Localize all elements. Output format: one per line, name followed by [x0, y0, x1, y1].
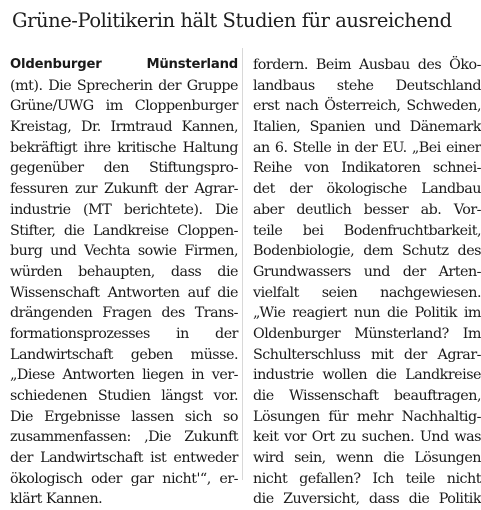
article-column-right — [253, 55, 481, 510]
text-line: Oldenburger Münsterland? Im — [253, 325, 481, 342]
article-column-left — [10, 55, 238, 510]
text-line: wird sein, wenn die Lösungen — [253, 450, 481, 467]
text-line: drängenden Fragen des Trans- — [10, 305, 238, 322]
text-line: (mt). Die Sprecherin der Gruppe — [10, 77, 238, 94]
text-line: industrie (MT berichtete). Die — [10, 201, 238, 218]
text-line: schiedenen Studien längst vor. — [10, 388, 238, 404]
text-line: aber deutlich besser ab. Vor- — [253, 201, 481, 218]
text-line: Kreistag, Dr. Irmtraud Kannen, — [10, 119, 238, 136]
dateline: Oldenburger Münsterland — [10, 57, 238, 72]
text-line: fessuren zur Zukunft der Agrar- — [10, 181, 238, 198]
text-line: bekräftigt ihre kritische Haltung — [10, 139, 238, 156]
text-line: „Diese Antworten liegen in ver- — [10, 367, 238, 384]
text-line: die Wissenschaft beauftragen, — [253, 388, 481, 404]
text-line: Wissenschaft Antworten auf die — [10, 284, 238, 301]
article-headline: Grüne-Politikerin hält Studien für ausreichend — [12, 9, 452, 32]
text-line: Landwirtschaft geben müsse. — [10, 346, 238, 363]
text-line: nicht gefallen? Ich teile nicht — [253, 470, 481, 487]
text-line: klärt Kannen. — [10, 491, 103, 508]
text-line: Grundwassers und der Arten- — [253, 263, 481, 280]
text-line: industrie wollen die Landkreise — [253, 367, 481, 384]
text-line: fordern. Beim Ausbau des Öko- — [253, 57, 481, 73]
text-line: würden behaupten, dass die — [10, 263, 238, 280]
text-line: Lösungen für mehr Nachhaltig- — [253, 408, 481, 425]
text-line: Schulterschluss mit der Agrar- — [253, 346, 481, 363]
text-line: gegenüber den Stiftungspro- — [10, 160, 238, 177]
text-line: Die Ergebnisse lassen sich so — [10, 408, 238, 425]
text-line: vielfalt seien nachgewiesen. — [253, 284, 481, 301]
text-line: erst nach Österreich, Schweden, — [253, 98, 481, 115]
text-line: teile bei Bodenfruchtbarkeit, — [253, 222, 481, 239]
text-line: formationsprozesses in der — [10, 325, 238, 342]
text-line: det der ökologische Landbau — [253, 181, 481, 198]
text-line: an 6. Stelle in der EU. „Bei einer — [253, 139, 481, 156]
text-line: Reihe von Indikatoren schnei- — [253, 160, 481, 177]
column-divider — [242, 48, 243, 480]
text-line: der Landwirtschaft ist entweder — [10, 450, 238, 467]
text-line: burg und Vechta sowie Firmen, — [10, 243, 238, 260]
text-line: Italien, Spanien und Dänemark — [253, 119, 481, 136]
text-line: Bodenbiologie, dem Schutz des — [253, 243, 481, 260]
text-line: Stifter, die Landkreise Cloppen- — [10, 222, 238, 239]
text-line: keit vor Ort zu suchen. Und was — [253, 429, 481, 446]
text-line: „Wie reagiert nun die Politik im — [253, 305, 481, 322]
text-line: die Zuversicht, dass die Politik — [253, 491, 481, 508]
text-line: Grüne/UWG im Cloppenburger — [10, 98, 238, 115]
text-line: zusammenfassen: ‚Die Zukunft — [10, 429, 238, 446]
text-line: landbaus stehe Deutschland — [253, 77, 481, 94]
text-line: ökologisch oder gar nicht'“, er- — [10, 470, 238, 487]
